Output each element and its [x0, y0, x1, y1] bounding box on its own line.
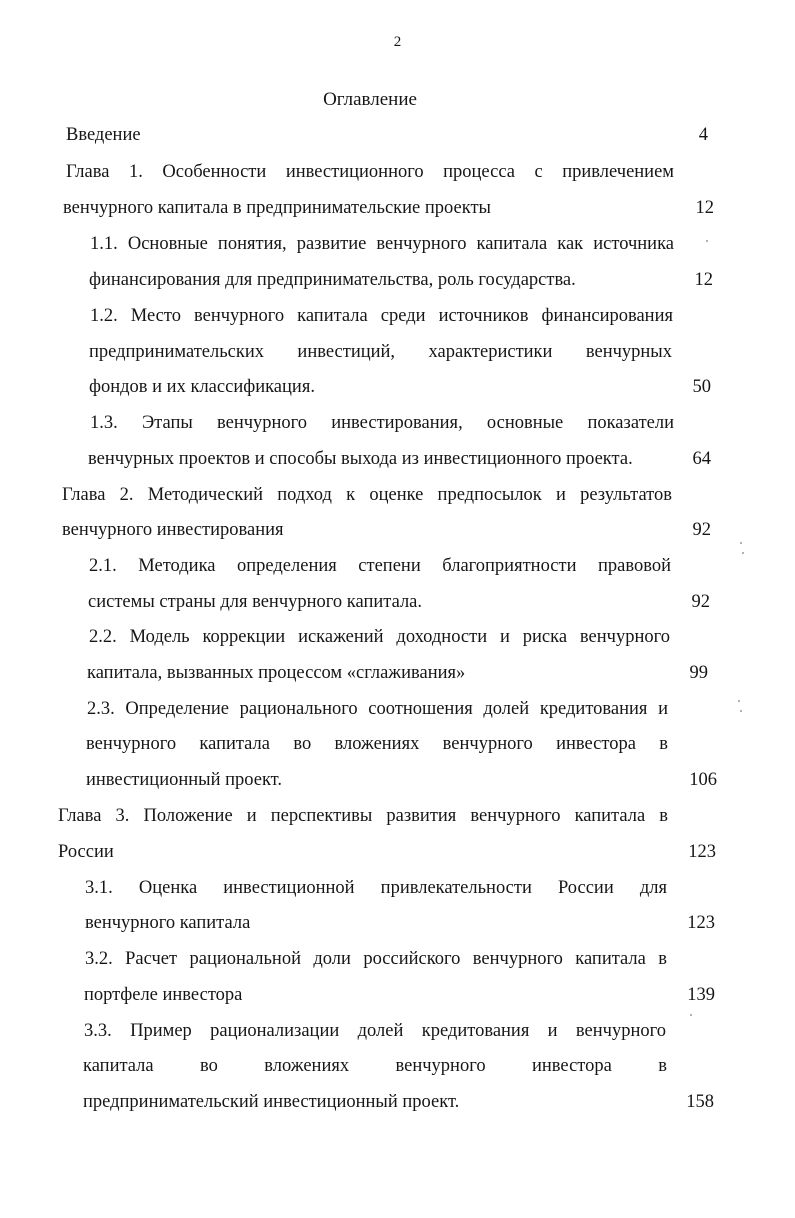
toc-entry-2-3-cont2: инвестиционный проект.	[86, 770, 283, 790]
toc-page-2-2: 99	[689, 663, 708, 683]
toc-entry-2-3-cont: венчурного капитала во вложениях венчурного инвестора в	[86, 734, 668, 754]
toc-entry-1-1-cont: финансирования для предпринимательства, роль государства.	[89, 270, 576, 290]
toc-entry-2-2-cont: капитала, вызванных процессом «сглаживания»	[87, 663, 466, 683]
scan-speck	[690, 1014, 692, 1016]
toc-page-3-3: 158	[686, 1092, 714, 1112]
toc-entry-chapter-2-cont: венчурного инвестирования	[62, 520, 284, 540]
scan-speck	[706, 240, 708, 242]
toc-entry-1-2-cont2: фондов и их классификация.	[89, 377, 315, 397]
toc-entry-1-2: 1.2. Место венчурного капитала среди источников финансирования	[90, 306, 673, 326]
toc-entry-chapter-1: Глава 1. Особенности инвестиционного процесса с привлечением	[66, 162, 674, 182]
toc-entry-3-2: 3.2. Расчет рациональной доли российского венчурного капитала в	[85, 949, 667, 969]
toc-entry-3-3-cont2: предпринимательский инвестиционный проект.	[83, 1092, 460, 1112]
scan-speck	[740, 542, 742, 544]
toc-entry-chapter-2: Глава 2. Методический подход к оценке предпосылок и результатов	[62, 485, 672, 505]
toc-entry-1-3-cont: венчурных проектов и способы выхода из инвестиционного проекта.	[88, 449, 633, 469]
toc-entry-2-2: 2.2. Модель коррекции искажений доходности и риска венчурного	[89, 627, 670, 647]
toc-page-chapter-2: 92	[692, 520, 711, 540]
toc-page-intro: 4	[698, 125, 708, 145]
toc-page-2-1: 92	[691, 592, 710, 612]
toc-entry-chapter-3-cont: России	[58, 842, 114, 862]
toc-page-chapter-1: 12	[695, 198, 714, 218]
toc-title: Оглавление	[323, 89, 417, 110]
toc-entry-chapter-3: Глава 3. Положение и перспективы развития венчурного капитала в	[58, 806, 668, 826]
toc-entry-3-2-cont: портфеле инвестора	[84, 985, 243, 1005]
toc-entry-1-2-cont: предпринимательских инвестиций, характеристики венчурных	[89, 342, 672, 362]
toc-page-1-1: 12	[694, 270, 713, 290]
toc-page-1-2: 50	[692, 377, 711, 397]
toc-entry-chapter-1-cont: венчурного капитала в предпринимательские проекты	[63, 198, 491, 218]
scan-speck	[740, 710, 742, 712]
scan-speck	[738, 700, 740, 702]
toc-entry-1-1: 1.1. Основные понятия, развитие венчурного капитала как источника	[90, 234, 674, 254]
scan-speck	[742, 552, 744, 554]
page-number: 2	[393, 34, 402, 50]
toc-entry-2-1: 2.1. Методика определения степени благоприятности правовой	[89, 556, 671, 576]
toc-page-2-3: 106	[689, 770, 717, 790]
toc-page-chapter-3: 123	[688, 842, 716, 862]
toc-entry-3-1: 3.1. Оценка инвестиционной привлекательности России для	[85, 878, 667, 898]
toc-entry-3-3: 3.3. Пример рационализации долей кредитования и венчурного	[84, 1021, 666, 1041]
toc-entry-intro: Введение	[66, 125, 141, 145]
toc-page-3-1: 123	[687, 913, 715, 933]
toc-entry-1-3: 1.3. Этапы венчурного инвестирования, основные показатели	[90, 413, 674, 433]
toc-entry-3-1-cont: венчурного капитала	[85, 913, 251, 933]
toc-entry-3-3-cont: капитала во вложениях венчурного инвестора в	[83, 1056, 667, 1076]
toc-entry-2-1-cont: системы страны для венчурного капитала.	[88, 592, 423, 612]
toc-page-3-2: 139	[687, 985, 715, 1005]
toc-page-1-3: 64	[692, 449, 711, 469]
toc-entry-2-3: 2.3. Определение рационального соотношения долей кредитования и	[87, 699, 668, 719]
